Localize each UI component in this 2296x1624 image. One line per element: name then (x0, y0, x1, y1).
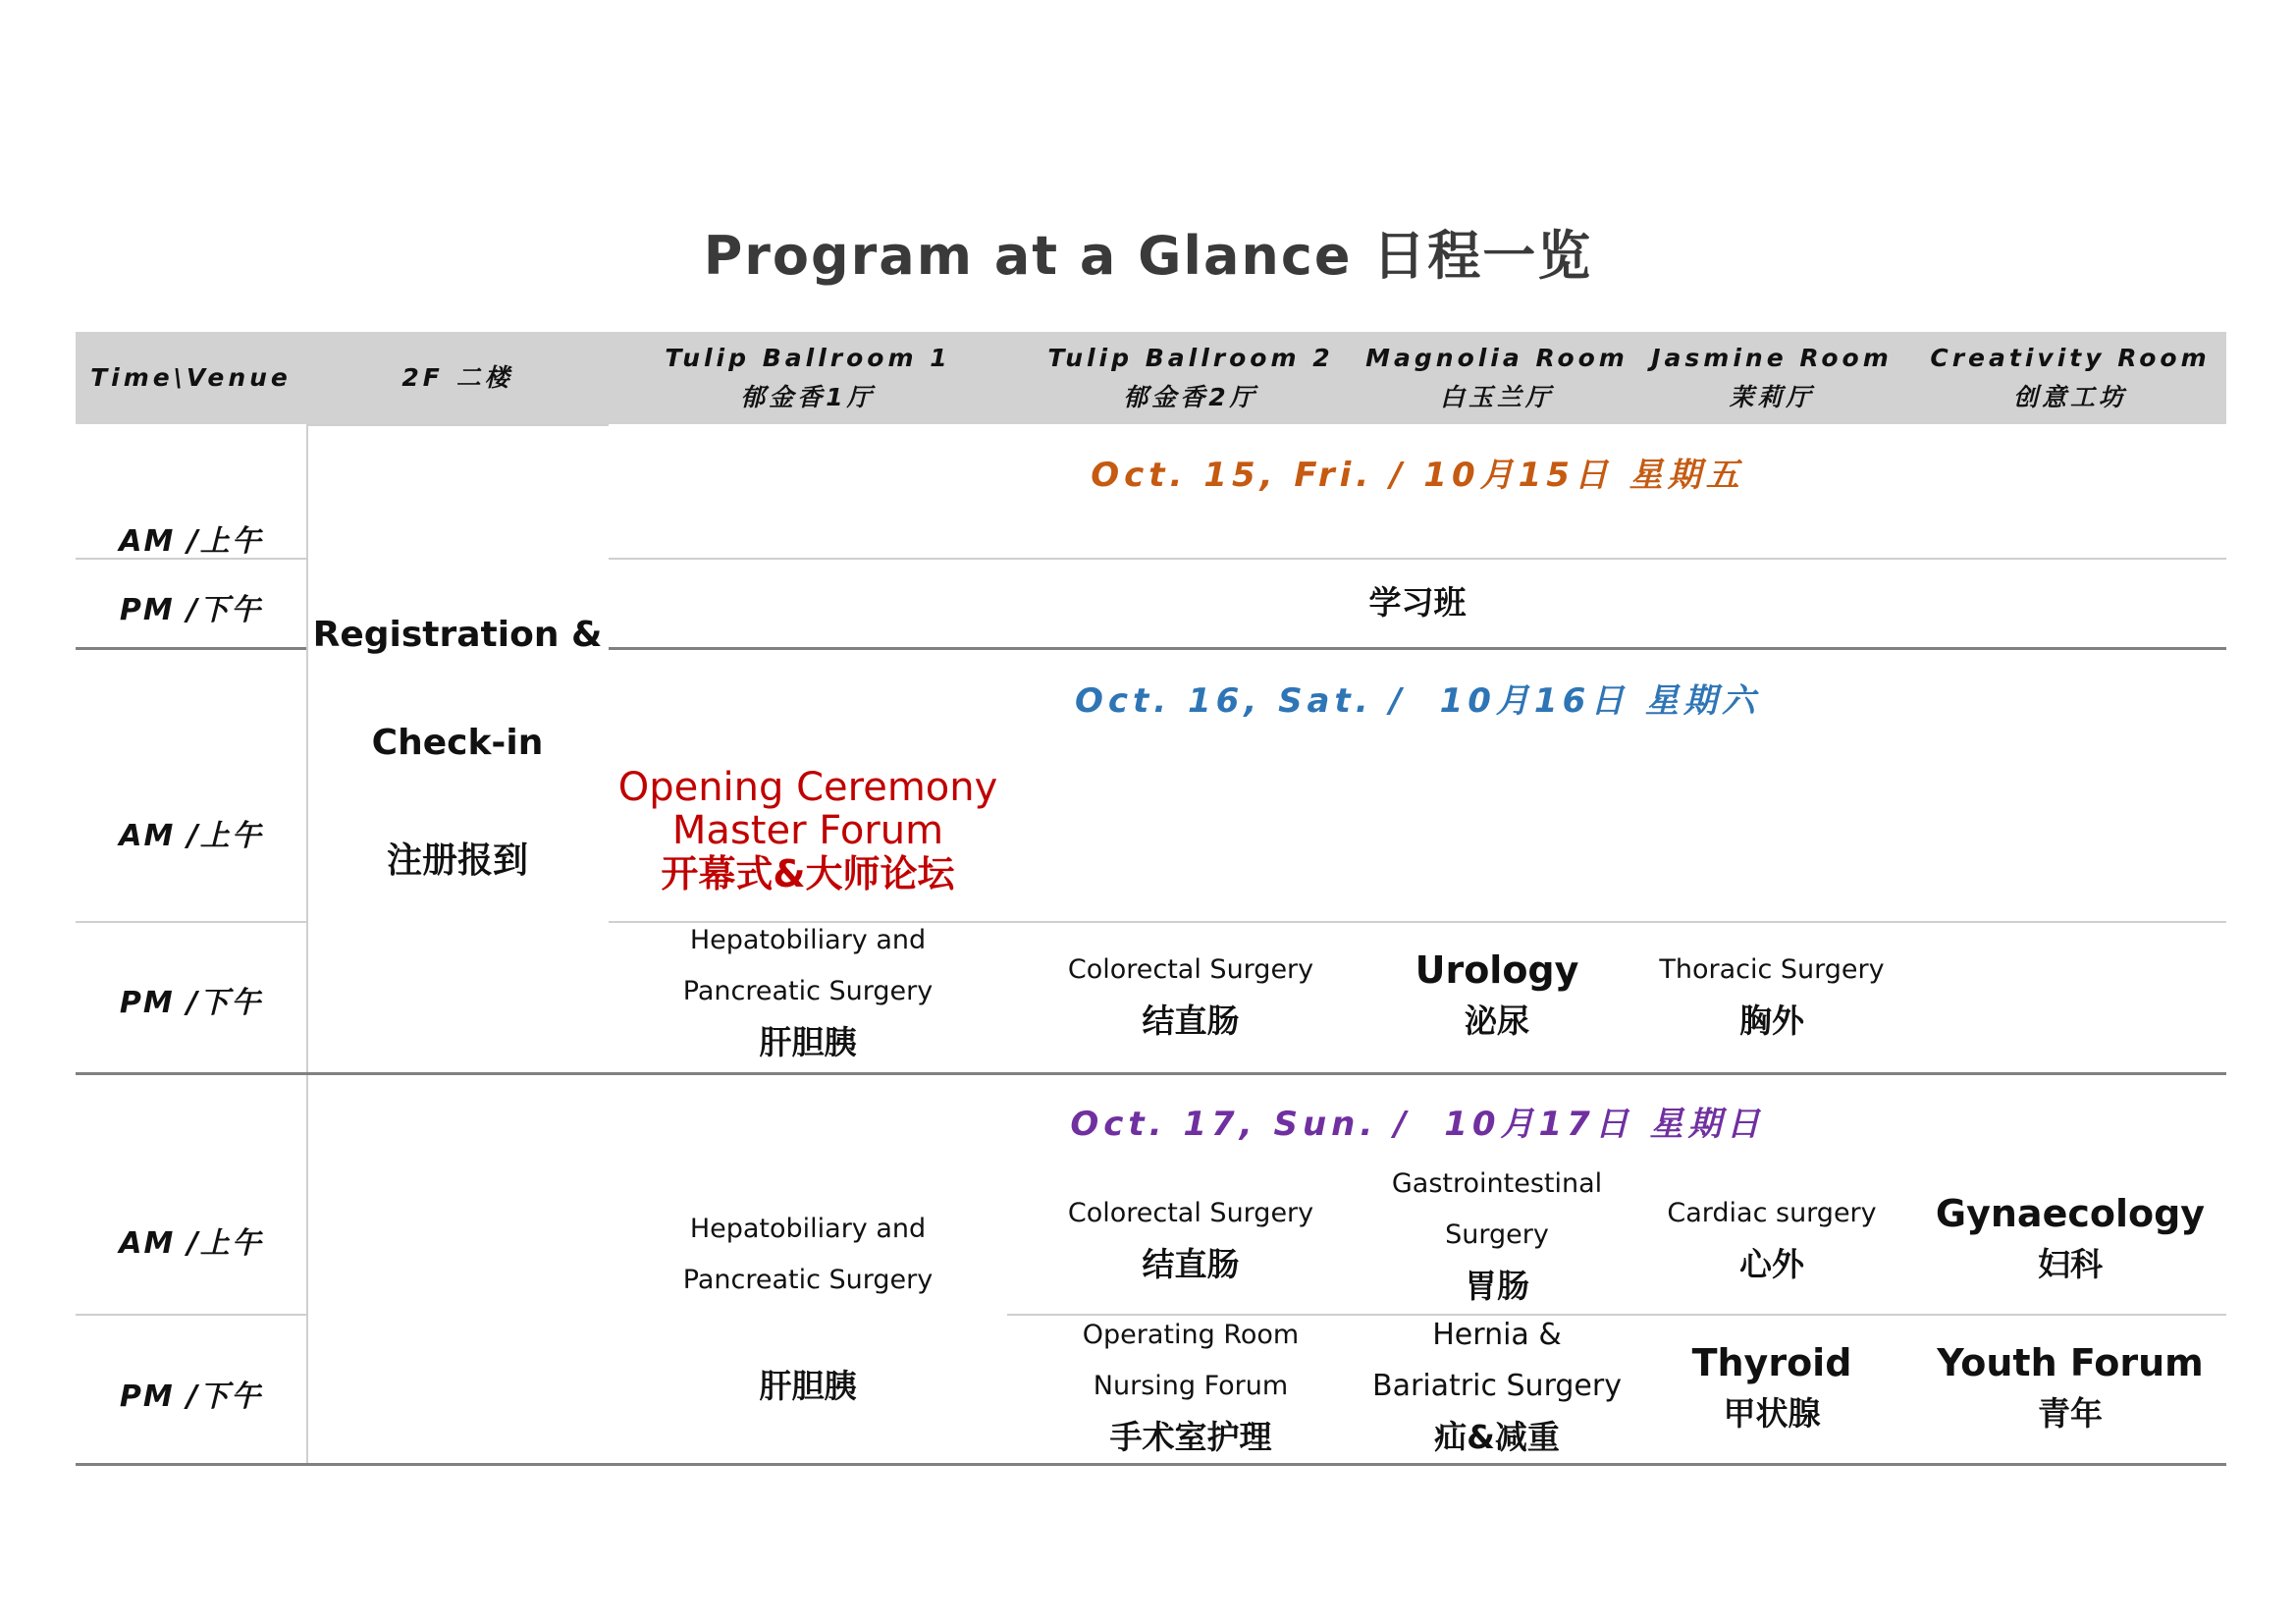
day3-date: Oct. 17, Sun. / 10月17日 星期日 (1070, 1105, 1765, 1144)
session-zh: 疝&减重 (1434, 1418, 1560, 1456)
day3-pm-label: PM /下午 (119, 1380, 263, 1414)
session-en-1: Operating Room (1082, 1320, 1300, 1350)
session-zh: 肝胆胰 (759, 1023, 857, 1061)
column-divider (306, 424, 308, 1463)
session-en: Thoracic Surgery (1659, 954, 1885, 985)
header-venue-creativity (1914, 332, 2226, 424)
session-en-2: Pancreatic Surgery (682, 1265, 934, 1295)
registration-label-en-2: Check-in (371, 723, 544, 763)
day2-date: Oct. 16, Sat. / 10月16日 星期六 (1074, 681, 1761, 721)
day3-pm-hernia (1364, 1310, 1629, 1463)
session-zh: 手术室护理 (1109, 1418, 1272, 1456)
day3-am-hepato (609, 1204, 1007, 1306)
day2-pm-urology (1364, 945, 1629, 1047)
day3-am-colorectal (1007, 1188, 1374, 1290)
day-divider (76, 647, 306, 650)
venue-en: Creativity Room (1930, 344, 2211, 372)
row-divider (306, 424, 609, 426)
session-en: Gynaecology (1935, 1192, 2206, 1235)
session-en-2: Nursing Forum (1093, 1371, 1289, 1401)
session-zh: 胸外 (1739, 1001, 1804, 1040)
table-bottom-border (76, 1463, 2226, 1466)
header-time-venue (76, 332, 306, 424)
day3-am-gastro (1364, 1159, 1629, 1312)
session-en: Cardiac surgery (1667, 1198, 1877, 1228)
row-divider (609, 558, 2226, 560)
day2-pm-colorectal (1007, 945, 1374, 1047)
opening-line-2: Master Forum (671, 808, 944, 853)
opening-line-1: Opening Ceremony (617, 765, 998, 810)
header-venue-tulip-2 (1007, 332, 1374, 424)
row-divider (76, 921, 306, 923)
row-divider (76, 1314, 306, 1316)
session-en-2: Bariatric Surgery (1372, 1369, 1622, 1403)
day1-pm-course: 学习班 (1368, 583, 1467, 622)
day3-am-label: AM /上午 (119, 1226, 263, 1261)
day1-date: Oct. 15, Fri. / 10月15日 星期五 (1091, 456, 1744, 495)
header-floor (306, 332, 609, 424)
session-en: Youth Forum (1937, 1341, 2204, 1384)
day1-pm-label: PM /下午 (119, 593, 263, 627)
day-divider (76, 1072, 2226, 1075)
venue-en: Magnolia Room (1365, 344, 1629, 372)
opening-zh: 开幕式&大师论坛 (661, 852, 955, 895)
day-divider (609, 647, 2226, 650)
registration-label-zh: 注册报到 (386, 840, 528, 881)
day3-pm-thyroid (1639, 1337, 1904, 1439)
venue-zh: 郁金香2厅 (1123, 383, 1258, 411)
session-zh: 泌尿 (1465, 1001, 1529, 1040)
day3-pm-or-nursing (1007, 1310, 1374, 1463)
day3-pm-youth-forum (1914, 1337, 2226, 1439)
venue-en: Tulip Ballroom 2 (1047, 344, 1334, 372)
day3-am-gynaecology (1914, 1188, 2226, 1290)
venue-zh: 茉莉厅 (1729, 383, 1815, 411)
session-zh: 甲状腺 (1723, 1394, 1821, 1433)
session-zh: 心外 (1739, 1245, 1804, 1283)
session-zh: 妇科 (2038, 1245, 2103, 1283)
session-en-2: Pancreatic Surgery (682, 976, 934, 1006)
venue-en: Jasmine Room (1651, 344, 1893, 372)
session-en: Colorectal Surgery (1067, 1198, 1314, 1228)
opening-ceremony (609, 766, 1007, 895)
session-zh: 青年 (2038, 1394, 2103, 1433)
header-venue-jasmine (1639, 332, 1904, 424)
session-en: Colorectal Surgery (1067, 954, 1314, 985)
venue-zh: 白玉兰厅 (1439, 383, 1554, 411)
session-zh: 胃肠 (1465, 1267, 1529, 1305)
header-floor-label: 2F 二楼 (401, 363, 513, 392)
venue-en: Tulip Ballroom 1 (665, 344, 951, 372)
day2-pm-hepato (609, 915, 1007, 1068)
session-zh: 结直肠 (1142, 1245, 1240, 1283)
day2-am-label: AM /上午 (119, 819, 263, 853)
header-venue-magnolia (1364, 332, 1629, 424)
day2-pm-label: PM /下午 (119, 986, 263, 1020)
session-en-1: Gastrointestinal (1391, 1168, 1603, 1199)
session-zh: 结直肠 (1142, 1001, 1240, 1040)
header-venue-tulip-1 (609, 332, 1007, 424)
venue-zh: 郁金香1厅 (740, 383, 876, 411)
page-title: Program at a Glance 日程一览 (703, 225, 1593, 287)
day1-am-label: AM /上午 (119, 524, 263, 559)
registration-label-en-1: Registration & (312, 615, 603, 655)
session-en: Thyroid (1691, 1341, 1852, 1384)
day3-pm-hepato-zh: 肝胆胰 (759, 1367, 857, 1405)
header-time-venue-label: Time\Venue (90, 363, 292, 392)
session-en-2: Surgery (1445, 1219, 1549, 1250)
session-en-1: Hepatobiliary and (689, 925, 927, 955)
session-en: Urology (1415, 948, 1579, 992)
venue-zh: 创意工坊 (2012, 383, 2127, 411)
day2-pm-thoracic (1639, 945, 1904, 1047)
session-en-1: Hernia & (1432, 1318, 1562, 1352)
session-en-1: Hepatobiliary and (689, 1214, 927, 1244)
day3-am-cardiac (1639, 1188, 1904, 1290)
